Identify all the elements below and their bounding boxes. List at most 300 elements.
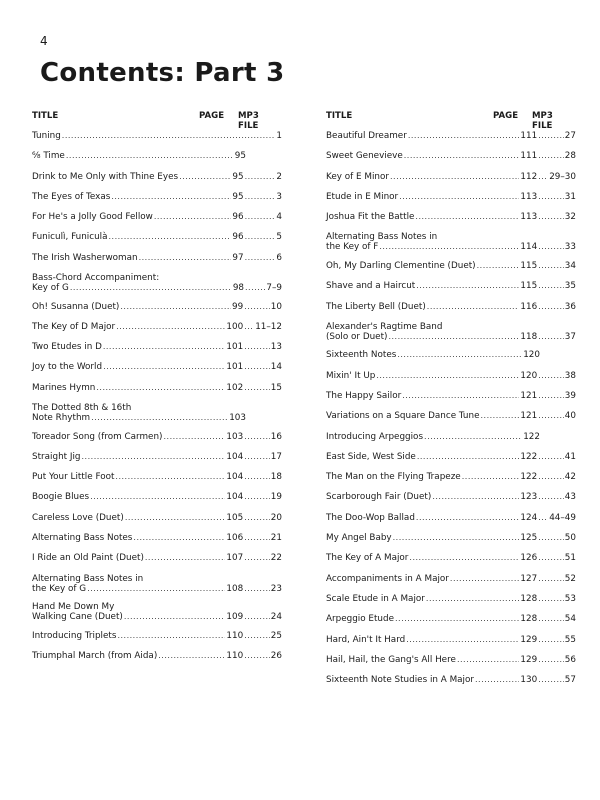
dot-leader	[111, 192, 231, 202]
entry-page: 104	[226, 472, 244, 483]
dot-leader	[538, 594, 564, 604]
entry-mp3: 11–12	[255, 321, 282, 332]
dot-leader	[90, 492, 225, 502]
dot-leader	[244, 584, 270, 594]
entry-title: I Ride an Old Paint (Duet)	[32, 553, 144, 564]
entry-mp3: 32	[564, 212, 576, 223]
toc-entry	[32, 131, 282, 151]
entry-title: Alternating Bass Notes	[32, 533, 133, 544]
toc-entry	[326, 350, 576, 370]
toc-entry	[326, 151, 576, 171]
entry-title: Etude in E Minor	[326, 191, 399, 202]
entry-title: Mixin' It Up	[326, 370, 376, 381]
entry-mp3: 53	[564, 593, 576, 604]
dot-leader	[390, 172, 519, 182]
toc-entry	[326, 261, 576, 281]
column-header	[326, 111, 576, 131]
entry-title: Hail, Hail, the Gang's All Here	[326, 654, 456, 665]
entry-title: Sweet Genevieve	[326, 151, 403, 162]
dot-leader	[409, 553, 519, 563]
dot-leader	[245, 172, 276, 182]
toc-entry	[32, 232, 282, 252]
entry-mp3: 19	[270, 492, 282, 503]
entry-page: 95	[232, 171, 244, 182]
dot-leader	[245, 253, 276, 263]
toc-entry	[326, 391, 576, 411]
toc-column-left	[32, 111, 282, 671]
toc-entry	[32, 631, 282, 651]
entry-page: 126	[520, 553, 538, 564]
dot-leader	[163, 432, 225, 442]
dot-leader	[538, 452, 564, 462]
entry-title: Funiculì, Funiculà	[32, 232, 108, 243]
dot-leader	[538, 513, 548, 523]
toc-entry	[326, 192, 576, 212]
entry-title: Note Rhythm	[32, 413, 91, 424]
entry-page: 102	[226, 382, 244, 393]
entry-title: Toreador Song (from Carmen)	[32, 431, 163, 442]
entry-mp3: 21	[270, 533, 282, 544]
entry-title-line: Alternating Bass Notes in	[32, 573, 144, 584]
dot-leader	[402, 391, 519, 401]
dot-leader	[376, 371, 519, 381]
toc-entry	[326, 655, 576, 675]
entry-title: The Man on the Flying Trapeze	[326, 472, 461, 483]
entry-page: 101	[226, 342, 244, 353]
entry-title: Scale Etude in A Major	[326, 593, 425, 604]
entry-page: 97	[232, 252, 244, 263]
toc-entry	[32, 212, 282, 232]
entry-title: Boogie Blues	[32, 492, 90, 503]
toc-entry	[326, 411, 576, 431]
toc-entry	[32, 472, 282, 492]
toc-entry	[326, 302, 576, 322]
dot-leader	[244, 553, 270, 563]
entry-page: 98	[232, 283, 245, 294]
entry-title-line: The Dotted 8th & 16th	[32, 403, 132, 414]
dot-leader	[244, 383, 270, 393]
dot-leader	[87, 584, 225, 594]
dot-leader	[415, 212, 519, 222]
entry-title: Oh! Susanna (Duet)	[32, 301, 120, 312]
dot-leader	[244, 452, 270, 462]
dot-leader	[408, 131, 520, 141]
entry-title: Introducing Triplets	[32, 630, 117, 641]
entry-title: Marines Hymn	[32, 382, 96, 393]
entry-mp3: 23	[270, 583, 282, 594]
entry-page: 121	[520, 411, 538, 422]
dot-leader	[538, 242, 564, 252]
entry-title: Two Etudes in D	[32, 342, 102, 353]
header-mp3: MP3 FILE	[238, 111, 259, 131]
dot-leader	[538, 371, 564, 381]
entry-title: Walking Cane (Duet)	[32, 612, 123, 623]
entry-title: Tuning	[32, 131, 61, 141]
entry-mp3: 14	[270, 362, 282, 373]
entry-page: 122	[520, 472, 538, 483]
entry-mp3: 4	[276, 212, 282, 223]
entry-title: Joy to the World	[32, 362, 103, 373]
dot-leader	[399, 192, 519, 202]
dot-leader	[432, 492, 519, 502]
dot-leader	[133, 533, 225, 543]
toc-entry	[326, 281, 576, 301]
toc-entry	[32, 383, 282, 403]
dot-leader	[538, 332, 564, 342]
toc-entry	[32, 151, 282, 171]
toc-list-right	[326, 131, 576, 695]
entry-title: Sixteenth Notes	[326, 350, 397, 361]
entry-title: My Angel Baby	[326, 533, 392, 544]
dot-leader	[426, 594, 520, 604]
entry-title: Key of G	[32, 283, 69, 294]
entry-mp3: 25	[270, 630, 282, 641]
dot-leader	[450, 574, 519, 584]
dot-leader	[244, 492, 270, 502]
entry-page: 125	[520, 533, 538, 544]
dot-leader	[244, 322, 254, 332]
entry-mp3: 56	[564, 654, 576, 665]
dot-leader	[406, 635, 519, 645]
dot-leader	[538, 472, 564, 482]
entry-page: 113	[520, 191, 538, 202]
entry-title: Triumphal March (from Aida)	[32, 650, 158, 661]
toc-entry	[32, 574, 282, 603]
dot-leader	[395, 614, 519, 624]
dot-leader	[116, 322, 225, 332]
page-number: 4	[40, 34, 48, 48]
dot-leader	[538, 261, 564, 271]
header-mp3: MP3 FILE	[532, 111, 553, 131]
dot-leader	[103, 362, 225, 372]
entry-page: 116	[520, 301, 538, 312]
toc-entry	[326, 513, 576, 533]
entry-title: ⁶⁄₈ Time	[32, 151, 65, 162]
header-title: TITLE	[32, 111, 59, 121]
toc-entry	[326, 553, 576, 573]
entry-mp3: 1	[276, 131, 282, 141]
entry-title: (Solo or Duet)	[326, 331, 388, 342]
dot-leader	[416, 513, 519, 523]
entry-title: Arpeggio Etude	[326, 614, 394, 625]
entry-mp3: 20	[270, 512, 282, 523]
dot-leader	[244, 612, 270, 622]
toc-entry	[326, 232, 576, 261]
entry-mp3: 17	[270, 451, 282, 462]
entry-page: 106	[226, 533, 244, 544]
entry-page: 96	[232, 232, 244, 243]
entry-page: 99	[232, 301, 244, 312]
entry-mp3: 37	[564, 331, 576, 342]
toc-entry	[32, 432, 282, 452]
entry-page: 95	[232, 191, 244, 202]
entry-page: 121	[520, 390, 538, 401]
entry-mp3: 54	[564, 614, 576, 625]
entry-mp3: 15	[270, 382, 282, 393]
entry-title: Put Your Little Foot	[32, 472, 115, 483]
toc-entry	[32, 651, 282, 671]
entry-title: The Eyes of Texas	[32, 191, 111, 202]
dot-leader	[244, 342, 270, 352]
toc-entry	[326, 172, 576, 192]
header-page: PAGE	[199, 111, 225, 121]
dot-leader	[103, 342, 226, 352]
entry-page: 109	[226, 612, 244, 623]
dot-leader	[538, 212, 564, 222]
entry-mp3: 13	[270, 342, 282, 353]
entry-title: Drink to Me Only with Thine Eyes	[32, 171, 179, 182]
dot-leader	[538, 172, 548, 182]
entry-title: Key of E Minor	[326, 171, 389, 182]
dot-leader	[538, 655, 564, 665]
toc-entry	[32, 513, 282, 533]
dot-leader	[538, 553, 564, 563]
entry-title: Hard, Ain't It Hard	[326, 634, 406, 645]
toc-entry	[32, 172, 282, 192]
dot-leader	[115, 472, 225, 482]
entry-page: 130	[520, 675, 538, 686]
entry-page: 127	[520, 573, 538, 584]
toc-column-right	[326, 111, 576, 695]
header-title: TITLE	[326, 111, 353, 121]
dot-leader	[538, 281, 564, 291]
entry-mp3: 41	[564, 451, 576, 462]
toc-entry	[32, 302, 282, 322]
dot-leader	[66, 151, 234, 161]
entry-page: 115	[520, 281, 538, 292]
dot-leader	[538, 614, 564, 624]
entry-mp3: 28	[564, 151, 576, 162]
entry-title-line: Bass-Chord Accompaniment:	[32, 273, 160, 284]
dot-leader	[379, 242, 519, 252]
dot-leader	[244, 651, 270, 661]
entry-title-line: Alexander's Ragtime Band	[326, 321, 443, 332]
dot-leader	[70, 283, 232, 293]
dot-leader	[538, 411, 564, 421]
entry-mp3: 42	[564, 472, 576, 483]
entry-mp3: 40	[564, 411, 576, 422]
dot-leader	[244, 533, 270, 543]
entry-page: 103	[229, 413, 246, 424]
entry-page: 122	[523, 431, 540, 442]
toc-entry	[326, 212, 576, 232]
entry-page: 114	[520, 242, 538, 253]
entry-page: 122	[520, 451, 538, 462]
dot-leader	[245, 283, 265, 293]
entry-title: the Key of F	[326, 242, 379, 253]
dot-leader	[538, 492, 564, 502]
toc-entry	[32, 553, 282, 573]
dot-leader	[475, 675, 519, 685]
dot-leader	[427, 302, 520, 312]
entry-page: 105	[226, 512, 244, 523]
entry-mp3: 34	[564, 260, 576, 271]
dot-leader	[538, 302, 564, 312]
dot-leader	[109, 232, 232, 242]
dot-leader	[244, 472, 270, 482]
entry-page: 104	[226, 451, 244, 462]
dot-leader	[538, 635, 564, 645]
entry-page: 128	[520, 593, 538, 604]
dot-leader	[538, 131, 564, 141]
entry-title: Oh, My Darling Clementine (Duet)	[326, 260, 476, 271]
entry-title: The Liberty Bell (Duet)	[326, 301, 426, 312]
entry-title: Sixteenth Note Studies in A Major	[326, 675, 475, 686]
toc-entry	[326, 371, 576, 391]
toc-entry	[32, 273, 282, 302]
toc-entry	[32, 602, 282, 631]
entry-mp3: 31	[564, 191, 576, 202]
dot-leader	[125, 513, 226, 523]
dot-leader	[416, 281, 519, 291]
toc-entry	[32, 342, 282, 362]
entry-mp3: 29–30	[549, 171, 576, 182]
dot-leader	[393, 533, 520, 543]
dot-leader	[62, 131, 276, 141]
entry-page: 103	[226, 431, 244, 442]
entry-page: 100	[226, 321, 244, 332]
entry-title: The Irish Washerwoman	[32, 252, 138, 263]
entry-mp3: 50	[564, 533, 576, 544]
entry-mp3: 2	[276, 171, 282, 182]
entry-page: 129	[520, 634, 538, 645]
toc-entry	[32, 492, 282, 512]
entry-mp3: 33	[564, 242, 576, 253]
dot-leader	[158, 651, 225, 661]
entry-title: Straight Jig	[32, 451, 81, 462]
dot-leader	[244, 302, 270, 312]
dot-leader	[538, 675, 564, 685]
entry-mp3: 36	[564, 301, 576, 312]
entry-page: 115	[520, 260, 538, 271]
entry-title: Variations on a Square Dance Tune	[326, 411, 480, 422]
entry-page: 96	[232, 212, 244, 223]
toc-entry	[326, 492, 576, 512]
entry-mp3: 38	[564, 370, 576, 381]
entry-mp3: 5	[276, 232, 282, 243]
entry-title: East Side, West Side	[326, 451, 416, 462]
entry-title: Joshua Fit the Battle	[326, 212, 415, 223]
toc-entry	[326, 472, 576, 492]
toc-entry	[32, 192, 282, 212]
toc-entry	[32, 403, 282, 432]
entry-page: 120	[520, 370, 538, 381]
toc-entry	[326, 452, 576, 472]
toc-entry	[32, 253, 282, 273]
dot-leader	[462, 472, 520, 482]
entry-page: 111	[520, 131, 538, 141]
dot-leader	[91, 413, 228, 423]
toc-entry	[326, 614, 576, 634]
entry-page: 108	[226, 583, 244, 594]
entry-mp3: 57	[564, 675, 576, 686]
entry-title: The Happy Sailor	[326, 390, 402, 401]
entry-mp3: 7–9	[266, 283, 282, 294]
entry-mp3: 24	[270, 612, 282, 623]
dot-leader	[145, 553, 226, 563]
dot-leader	[397, 350, 522, 360]
entry-page: 111	[520, 151, 538, 162]
dot-leader	[244, 513, 270, 523]
dot-leader	[244, 362, 270, 372]
toc-entry	[32, 362, 282, 382]
entry-title: The Doo-Wop Ballad	[326, 512, 415, 523]
entry-page: 129	[520, 654, 538, 665]
entry-page: 104	[226, 492, 244, 503]
dot-leader	[245, 232, 276, 242]
dot-leader	[457, 655, 519, 665]
entry-title: Careless Love (Duet)	[32, 512, 124, 523]
entry-mp3: 27	[564, 131, 576, 141]
dot-leader	[124, 612, 226, 622]
dot-leader	[538, 151, 564, 161]
toc-entry	[32, 322, 282, 342]
entry-page: 123	[520, 492, 538, 503]
dot-leader	[245, 212, 276, 222]
entry-page: 107	[226, 553, 244, 564]
toc-entry	[326, 635, 576, 655]
dot-leader	[417, 452, 520, 462]
entry-page: 124	[520, 512, 538, 523]
entry-title: Shave and a Haircut	[326, 281, 416, 292]
entry-mp3: 52	[564, 573, 576, 584]
toc-entry	[326, 594, 576, 614]
toc-entry	[326, 131, 576, 151]
dot-leader	[424, 432, 522, 442]
entry-title-line: Hand Me Down My	[32, 602, 115, 613]
entry-title: The Key of D Major	[32, 321, 116, 332]
entry-mp3: 44–49	[549, 512, 576, 523]
dot-leader	[96, 383, 225, 393]
dot-leader	[538, 391, 564, 401]
dot-leader	[481, 411, 520, 421]
entry-mp3: 26	[270, 650, 282, 661]
dot-leader	[117, 631, 225, 641]
entry-title-line: Alternating Bass Notes in	[326, 232, 438, 243]
entry-title: Scarborough Fair (Duet)	[326, 492, 432, 503]
entry-title: The Key of A Major	[326, 553, 409, 564]
entry-mp3: 10	[270, 301, 282, 312]
entry-mp3: 3	[276, 191, 282, 202]
entry-mp3: 39	[564, 390, 576, 401]
header-page: PAGE	[493, 111, 519, 121]
toc-entry	[326, 533, 576, 553]
dot-leader	[244, 631, 270, 641]
entry-mp3: 35	[564, 281, 576, 292]
dot-leader	[388, 332, 519, 342]
entry-mp3: 16	[270, 431, 282, 442]
entry-title: the Key of G	[32, 583, 87, 594]
entry-title: Introducing Arpeggios	[326, 431, 424, 442]
dot-leader	[245, 192, 276, 202]
dot-leader	[477, 261, 520, 271]
dot-leader	[154, 212, 232, 222]
entry-page: 120	[523, 350, 540, 361]
entry-mp3: 55	[564, 634, 576, 645]
dot-leader	[538, 533, 564, 543]
entry-page: 101	[226, 362, 244, 373]
entry-title: Beautiful Dreamer	[326, 131, 407, 141]
dot-leader	[404, 151, 520, 161]
toc-entry	[326, 432, 576, 452]
entry-mp3: 18	[270, 472, 282, 483]
dot-leader	[244, 432, 270, 442]
entry-mp3: 22	[270, 553, 282, 564]
entry-mp3: 51	[564, 553, 576, 564]
column-header	[32, 111, 282, 131]
toc-list-left	[32, 131, 282, 671]
dot-leader	[538, 574, 564, 584]
